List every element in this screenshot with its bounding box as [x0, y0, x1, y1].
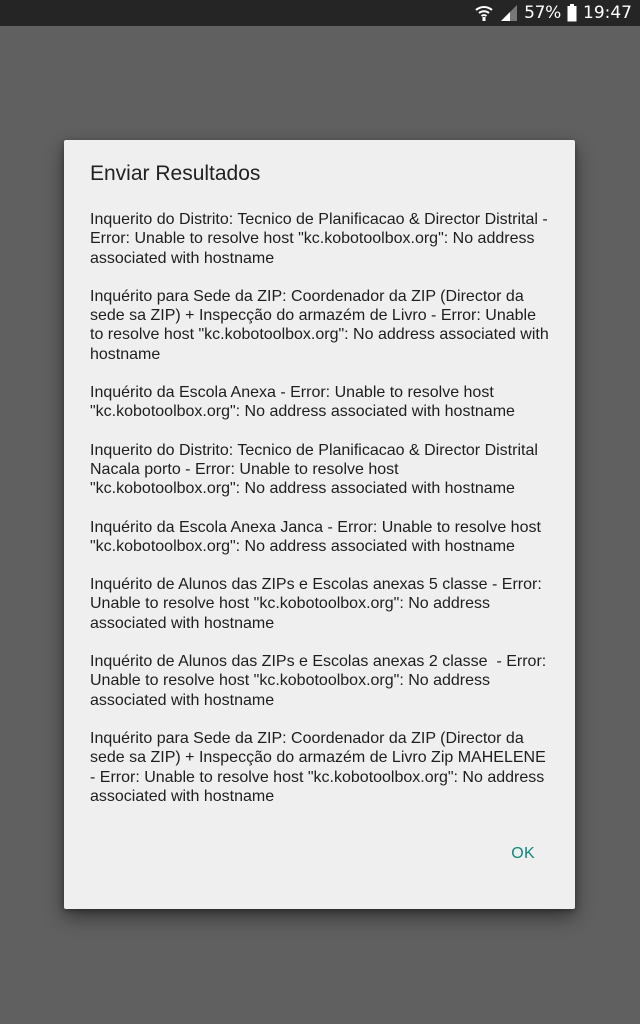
send-results-dialog	[64, 140, 575, 909]
clock: 19:47	[583, 3, 632, 23]
result-item: Inquérito de Alunos das ZIPs e Escolas anexas 5 classe - Error: Unable to resolve host "kc.kobotoolbox.org": No address associated with hostname	[90, 576, 547, 632]
battery-percent: 57%	[524, 3, 561, 23]
result-item: Inquérito da Escola Anexa - Error: Unable to resolve host "kc.kobotoolbox.org": No address associated with hostname	[90, 384, 515, 421]
status-bar	[0, 0, 640, 26]
dialog-message	[90, 210, 555, 825]
result-item: Inquérito da Escola Anexa Janca - Error: Unable to resolve host "kc.kobotoolbox.org": No address associated with hostname	[90, 518, 546, 555]
result-item: Inquérito para Sede da ZIP: Coordenador da ZIP (Director da sede sa ZIP) + Inspecção do armazém de Livro Zip MAHELENE - Error: Unable to resolve host "kc.kobotoolbox.org": No address associated with hostname	[90, 729, 555, 805]
wifi-icon	[474, 4, 494, 22]
signal-icon	[500, 4, 518, 22]
battery-icon	[567, 4, 577, 22]
result-item: Inquerito do Distrito: Tecnico de Planificacao & Director Distrital Nacala porto - Error: Unable to resolve host "kc.kobotoolbox.org": No address associated with hostname	[90, 441, 543, 498]
result-item: Inquérito de Alunos das ZIPs e Escolas anexas 2 classe - Error: Unable to resolve host "kc.kobotoolbox.org": No address associated with hostname	[90, 653, 551, 709]
result-item: Inquérito para Sede da ZIP: Coordenador da ZIP (Director da sede sa ZIP) + Inspecção do armazém de Livro - Error: Unable to resolve host "kc.kobotoolbox.org": No address associated with hostname	[90, 287, 554, 363]
ok-button[interactable]: OK	[511, 845, 535, 862]
result-item: Inquerito do Distrito: Tecnico de Planificacao & Director Distrital - Error: Unable to resolve host "kc.kobotoolbox.org": No address associated with hostname	[90, 211, 553, 267]
status-icons	[474, 0, 632, 26]
dialog-title: Enviar Resultados	[90, 162, 261, 185]
